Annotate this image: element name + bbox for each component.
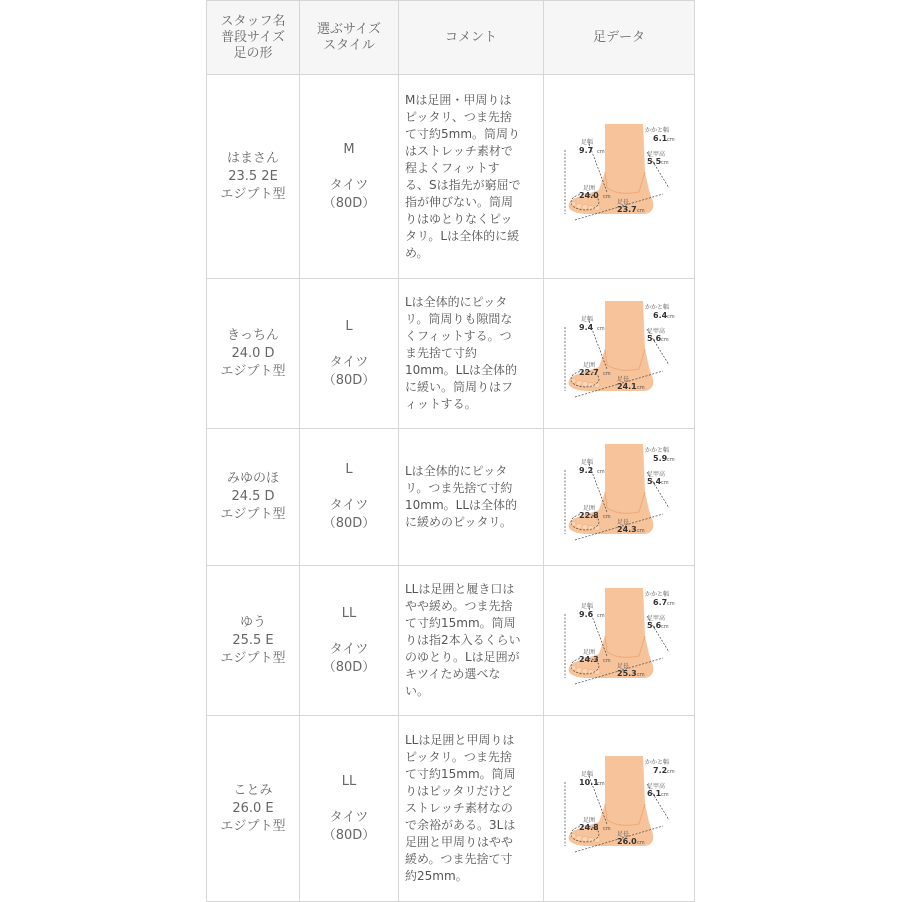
girth-unit: cm	[603, 825, 611, 832]
size-cell	[300, 279, 399, 429]
heel-width-value: 6.4	[653, 310, 668, 320]
comment-cell	[399, 429, 544, 566]
length-value: 23.7	[617, 204, 637, 214]
usual-size: 24.5 D	[231, 489, 275, 504]
denier: （80D）	[322, 372, 376, 388]
instep-value: 6.1	[647, 788, 662, 798]
heel-width-value: 5.9	[653, 454, 668, 463]
instep-unit: cm	[661, 623, 669, 630]
instep-unit: cm	[661, 480, 669, 486]
girth-unit: cm	[603, 370, 611, 377]
instep-value: 5.5	[647, 156, 662, 166]
toe-shape	[582, 836, 588, 841]
denier: （80D）	[322, 659, 376, 675]
toe-shape	[570, 378, 576, 383]
staff-name: みゆのほ	[226, 471, 279, 486]
toe-shape	[588, 837, 594, 842]
width-value: 9.2	[579, 466, 594, 475]
foot-diagram	[559, 754, 679, 864]
heel-width-label: かかと幅	[645, 758, 670, 766]
header-foot-data: 足データ	[544, 1, 695, 75]
toe-shape	[588, 382, 594, 387]
staff-cell	[207, 75, 300, 279]
staff-cell	[207, 716, 300, 902]
width-unit: cm	[597, 780, 605, 787]
toe-shape	[588, 205, 594, 210]
instep-unit: cm	[661, 791, 669, 798]
heel-width-label: かかと幅	[645, 303, 670, 311]
comment-cell	[399, 566, 544, 716]
foot-shape: エジプト型	[220, 650, 286, 666]
comment-text: LLは足囲と甲周りは ピッタリ。つま先捨 て寸約15mm。筒周 りはピッタリだけど ストレッチ素材なの で余裕がある。3Lは 足囲と甲周りはやや 緩め。つま先捨て寸 約25mm。	[405, 733, 516, 883]
foot-data-cell	[544, 566, 695, 716]
instep-unit: cm	[661, 336, 669, 343]
style: タイツ	[329, 354, 369, 370]
instep-label: 足甲高	[647, 150, 666, 158]
usual-size: 24.0 D	[231, 345, 275, 361]
girth-unit: cm	[603, 193, 611, 200]
instep-value: 5.4	[647, 477, 662, 486]
foot-shape: エジプト型	[220, 507, 286, 522]
comment-cell	[399, 279, 544, 429]
length-label: 足長	[617, 830, 630, 838]
foot-data-cell	[544, 279, 695, 429]
width-value: 9.7	[579, 145, 594, 155]
chosen-size: LL	[341, 773, 357, 789]
chosen-size: L	[345, 462, 353, 477]
width-unit: cm	[597, 469, 605, 475]
girth-value: 24.8	[579, 822, 599, 832]
width-label: 足幅	[581, 138, 594, 146]
staff-name: きっちん	[226, 327, 279, 343]
length-value: 24.3	[617, 525, 637, 534]
toe-shape	[576, 835, 582, 840]
foot-shape: エジプト型	[220, 818, 286, 834]
instep-unit: cm	[661, 159, 669, 166]
girth-value: 24.0	[579, 190, 599, 200]
length-unit: cm	[637, 528, 645, 534]
width-value: 9.4	[579, 322, 594, 332]
width-unit: cm	[597, 325, 605, 332]
size-cell	[300, 566, 399, 716]
instep-label: 足甲高	[647, 782, 666, 790]
heel-width-value: 6.1	[653, 133, 668, 143]
table-row	[207, 75, 695, 279]
heel-width-value: 7.2	[653, 765, 668, 775]
toe-shape	[576, 667, 582, 672]
staff-cell	[207, 429, 300, 566]
girth-value: 22.8	[579, 511, 599, 520]
girth-value: 22.7	[579, 367, 599, 377]
foot-diagram	[559, 442, 679, 552]
table-row	[207, 566, 695, 716]
foot-data-cell	[544, 429, 695, 566]
foot-diagram	[559, 299, 679, 409]
style: タイツ	[329, 809, 369, 825]
style: タイツ	[329, 498, 369, 513]
size-cell	[300, 429, 399, 566]
style: タイツ	[329, 641, 369, 657]
width-label: 足幅	[581, 315, 594, 323]
foot-shape: エジプト型	[220, 186, 286, 202]
staff-cell	[207, 566, 300, 716]
instep-label: 足甲高	[647, 471, 666, 478]
comment-text: LLは足囲と履き口は やや緩め。つま先捨 て寸約15mm。筒周 りは指2本入るくらい のゆとり。Lは足囲が キツイため選べな い。	[405, 582, 521, 698]
foot-diagram	[559, 586, 679, 696]
length-value: 25.3	[617, 668, 637, 678]
staff-name: ゆう	[239, 614, 266, 630]
usual-size: 23.5 2E	[228, 168, 278, 184]
foot-diagram	[559, 122, 679, 232]
instep-label: 足甲高	[647, 614, 666, 622]
toe-shape	[576, 203, 582, 208]
girth-label: 足囲	[583, 361, 596, 369]
size-cell	[300, 716, 399, 902]
width-label: 足幅	[581, 602, 594, 610]
width-unit: cm	[597, 612, 605, 619]
header-size: 選ぶサイズ スタイル	[300, 1, 399, 75]
denier: （80D）	[322, 516, 376, 531]
girth-unit: cm	[603, 657, 611, 664]
toe-shape	[582, 525, 588, 530]
width-value: 10.1	[579, 777, 599, 787]
denier: （80D）	[322, 195, 376, 211]
girth-label: 足囲	[583, 816, 596, 824]
girth-label: 足囲	[583, 648, 596, 656]
girth-label: 足囲	[583, 505, 596, 512]
length-unit: cm	[637, 384, 645, 391]
length-label: 足長	[617, 375, 630, 383]
chosen-size: L	[345, 318, 353, 334]
heel-width-label: かかと幅	[645, 126, 670, 134]
staff-name: ことみ	[233, 782, 273, 798]
width-label: 足幅	[581, 770, 594, 778]
width-value: 9.6	[579, 609, 594, 619]
toe-shape	[570, 665, 576, 670]
table-row	[207, 716, 695, 902]
length-label: 足長	[617, 198, 630, 206]
girth-unit: cm	[603, 514, 611, 520]
heel-width-value: 6.7	[653, 597, 668, 607]
style: タイツ	[329, 177, 369, 193]
header-staff: スタッフ名 普段サイズ 足の形	[207, 1, 300, 75]
toe-shape	[582, 381, 588, 386]
length-label: 足長	[617, 519, 630, 526]
comment-text: Lは全体的にピッタ リ。つま先捨て寸約 10mm。LLは全体的 に緩めのピッタリ。	[405, 464, 518, 529]
instep-value: 5.6	[647, 620, 662, 630]
chosen-size: M	[343, 141, 355, 157]
heel-width-unit: cm	[667, 600, 675, 607]
foot-data-cell	[544, 716, 695, 902]
toe-shape	[570, 201, 576, 206]
heel-width-unit: cm	[667, 313, 675, 320]
denier: （80D）	[322, 827, 376, 843]
chosen-size: LL	[341, 605, 357, 621]
heel-width-label: かかと幅	[645, 447, 670, 454]
comment-cell	[399, 716, 544, 902]
size-comparison-table	[206, 0, 695, 902]
table-row	[207, 279, 695, 429]
staff-name: はまさん	[226, 150, 279, 166]
comment-text: Lは全体的にピッタ リ。筒周りも隙間な くフィットする。つ ま先捨て寸約 10mm。LLは全体的 に緩い。筒周りはフ ィットする。	[405, 295, 518, 411]
foot-shape: エジプト型	[220, 363, 286, 379]
heel-width-unit: cm	[667, 457, 675, 463]
length-unit: cm	[637, 839, 645, 846]
toe-shape	[582, 204, 588, 209]
table-row	[207, 429, 695, 566]
width-unit: cm	[597, 148, 605, 155]
size-cell	[300, 75, 399, 279]
toe-shape	[570, 522, 576, 527]
length-value: 24.1	[617, 381, 637, 391]
width-label: 足幅	[581, 459, 594, 466]
staff-cell	[207, 279, 300, 429]
instep-value: 5.6	[647, 333, 662, 343]
length-unit: cm	[637, 207, 645, 214]
girth-value: 24.3	[579, 654, 599, 664]
toe-shape	[588, 526, 594, 531]
toe-shape	[576, 380, 582, 385]
comment-text: Mは足囲・甲周りは ピッタリ、つま先捨 て寸約5mm。筒周り はストレッチ素材で 程よくフィットす る、Sは指先が窮屈で 指が伸びない。筒周 りはゆとりなくピッ タリ。Lは全体的に緩 め。	[405, 92, 521, 260]
toe-shape	[588, 669, 594, 674]
length-label: 足長	[617, 662, 630, 670]
foot-data-cell	[544, 75, 695, 279]
toe-shape	[570, 833, 576, 838]
length-unit: cm	[637, 671, 645, 678]
instep-label: 足甲高	[647, 327, 666, 335]
heel-width-unit: cm	[667, 136, 675, 143]
toe-shape	[582, 668, 588, 673]
comment-cell	[399, 75, 544, 279]
toe-shape	[576, 524, 582, 529]
heel-width-unit: cm	[667, 768, 675, 775]
header-comment: コメント	[399, 1, 544, 75]
girth-label: 足囲	[583, 184, 596, 192]
length-value: 26.0	[617, 836, 637, 846]
usual-size: 25.5 E	[232, 632, 274, 648]
usual-size: 26.0 E	[232, 800, 274, 816]
header-row	[207, 1, 695, 75]
heel-width-label: かかと幅	[645, 590, 670, 598]
